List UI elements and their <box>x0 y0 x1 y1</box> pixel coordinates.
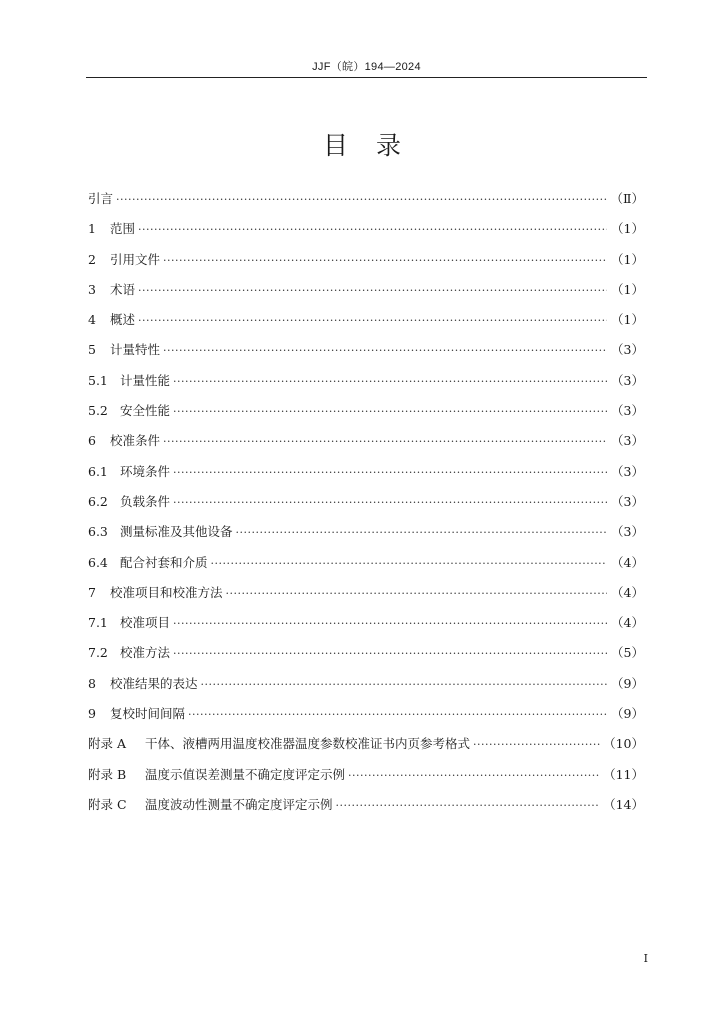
toc-entry[interactable] <box>88 553 644 583</box>
toc-entry-page: （9） <box>611 706 644 722</box>
toc-entry[interactable] <box>88 219 644 249</box>
table-of-contents <box>88 189 644 825</box>
toc-entry-label: 温度波动性测量不确定度评定示例 <box>145 796 333 812</box>
toc-entry[interactable] <box>88 704 644 734</box>
toc-entry-label: 引用文件 <box>110 251 161 267</box>
toc-entry-label: 范围 <box>110 221 136 237</box>
toc-entry-page: （3） <box>611 524 644 540</box>
toc-dot-leader <box>163 435 607 448</box>
toc-entry[interactable] <box>88 492 644 522</box>
toc-entry[interactable] <box>88 674 644 704</box>
toc-dot-leader <box>138 284 607 297</box>
toc-entry-number: 附录 B <box>88 766 127 782</box>
toc-entry-number: 5 <box>88 342 96 358</box>
toc-dot-leader <box>116 193 607 206</box>
toc-entry-label: 复校时间间隔 <box>110 706 186 722</box>
toc-dot-leader <box>173 647 607 660</box>
toc-entry-page: （3） <box>611 372 644 388</box>
toc-entry[interactable] <box>88 280 644 310</box>
toc-dot-leader <box>336 799 601 812</box>
page-number: I <box>643 952 648 965</box>
toc-entry-label: 校准条件 <box>110 433 161 449</box>
toc-entry[interactable] <box>88 189 644 219</box>
toc-dot-leader <box>211 557 607 570</box>
toc-entry-label: 计量特性 <box>110 342 161 358</box>
toc-entry-page: （9） <box>611 675 644 691</box>
toc-dot-leader <box>173 466 607 479</box>
toc-entry-page: （11） <box>603 766 644 782</box>
toc-entry-label: 测量标准及其他设备 <box>120 524 233 540</box>
toc-dot-leader <box>188 708 607 721</box>
toc-entry[interactable] <box>88 795 644 825</box>
toc-dot-leader <box>173 375 607 388</box>
toc-entry-label: 负载条件 <box>120 493 171 509</box>
toc-dot-leader <box>473 738 600 751</box>
toc-entry-label: 校准方法 <box>120 645 171 661</box>
toc-dot-leader <box>138 314 607 327</box>
toc-dot-leader <box>163 254 607 267</box>
toc-entry[interactable] <box>88 310 644 340</box>
toc-entry-label: 校准项目 <box>120 615 171 631</box>
toc-entry-number: 5.1 <box>88 372 108 388</box>
toc-dot-leader <box>226 587 607 600</box>
toc-entry-number: 6.3 <box>88 524 108 540</box>
toc-entry-number: 1 <box>88 221 96 237</box>
toc-entry-number: 6.1 <box>88 463 108 479</box>
toc-entry[interactable] <box>88 401 644 431</box>
toc-entry-page: （4） <box>611 584 644 600</box>
toc-entry-page: （1） <box>611 281 644 297</box>
toc-entry-page: （4） <box>611 615 644 631</box>
toc-entry-number: 9 <box>88 706 96 722</box>
toc-entry-page: （3） <box>611 463 644 479</box>
toc-entry-label: 计量性能 <box>120 372 171 388</box>
toc-dot-leader <box>173 496 607 509</box>
toc-entry-number: 7 <box>88 584 96 600</box>
toc-entry-number: 6.4 <box>88 554 108 570</box>
toc-entry[interactable] <box>88 765 644 795</box>
toc-dot-leader <box>173 617 607 630</box>
toc-entry-number: 附录 C <box>88 796 127 812</box>
toc-entry-number: 6.2 <box>88 493 108 509</box>
toc-entry[interactable] <box>88 613 644 643</box>
toc-entry-number: 6 <box>88 433 96 449</box>
toc-entry-label: 安全性能 <box>120 403 171 419</box>
toc-entry-number: 7.2 <box>88 645 108 661</box>
toc-entry-number: 2 <box>88 251 96 267</box>
toc-entry[interactable] <box>88 250 644 280</box>
toc-entry-page: （1） <box>611 312 644 328</box>
toc-entry[interactable] <box>88 522 644 552</box>
toc-entry-page: （Ⅱ） <box>610 191 644 206</box>
toc-entry-page: （1） <box>611 221 644 237</box>
toc-entry[interactable] <box>88 340 644 370</box>
toc-entry-page: （14） <box>603 796 644 812</box>
toc-entry-page: （3） <box>611 493 644 509</box>
toc-entry-number: 4 <box>88 312 96 328</box>
document-header: JJF（皖）194—2024 <box>312 61 421 73</box>
toc-entry-number: 3 <box>88 281 96 297</box>
toc-entry-label: 概述 <box>110 312 136 328</box>
toc-dot-leader <box>138 223 607 236</box>
toc-entry[interactable] <box>88 431 644 461</box>
toc-entry-page: （3） <box>611 433 644 449</box>
toc-entry-label: 引言 <box>88 191 114 206</box>
toc-entry-page: （3） <box>611 342 644 358</box>
toc-entry-page: （1） <box>611 251 644 267</box>
toc-entry[interactable] <box>88 643 644 673</box>
toc-dot-leader <box>163 344 607 357</box>
toc-entry[interactable] <box>88 734 644 764</box>
toc-entry-page: （5） <box>611 645 644 661</box>
toc-entry-label: 干体、液槽两用温度校准器温度参数校准证书内页参考格式 <box>145 736 471 752</box>
toc-entry-page: （4） <box>611 554 644 570</box>
toc-entry-label: 校准项目和校准方法 <box>110 584 223 600</box>
toc-dot-leader <box>348 769 600 782</box>
toc-entry-number: 附录 A <box>88 736 127 752</box>
toc-entry-label: 术语 <box>110 281 136 297</box>
toc-entry-number: 8 <box>88 675 96 691</box>
toc-entry-label: 校准结果的表达 <box>110 675 198 691</box>
toc-entry[interactable] <box>88 462 644 492</box>
page-title: 目录 <box>322 131 429 160</box>
toc-entry-label: 环境条件 <box>120 463 171 479</box>
toc-entry-page: （3） <box>611 403 644 419</box>
header-divider <box>86 77 647 78</box>
toc-entry-label: 配合衬套和介质 <box>120 554 208 570</box>
toc-dot-leader <box>236 526 607 539</box>
toc-entry-page: （10） <box>603 736 644 752</box>
toc-entry-number: 7.1 <box>88 615 108 631</box>
toc-dot-leader <box>201 678 607 691</box>
toc-dot-leader <box>173 405 607 418</box>
toc-entry-label: 温度示值误差测量不确定度评定示例 <box>145 766 346 782</box>
toc-entry[interactable] <box>88 371 644 401</box>
toc-entry[interactable] <box>88 583 644 613</box>
toc-entry-number: 5.2 <box>88 403 108 419</box>
